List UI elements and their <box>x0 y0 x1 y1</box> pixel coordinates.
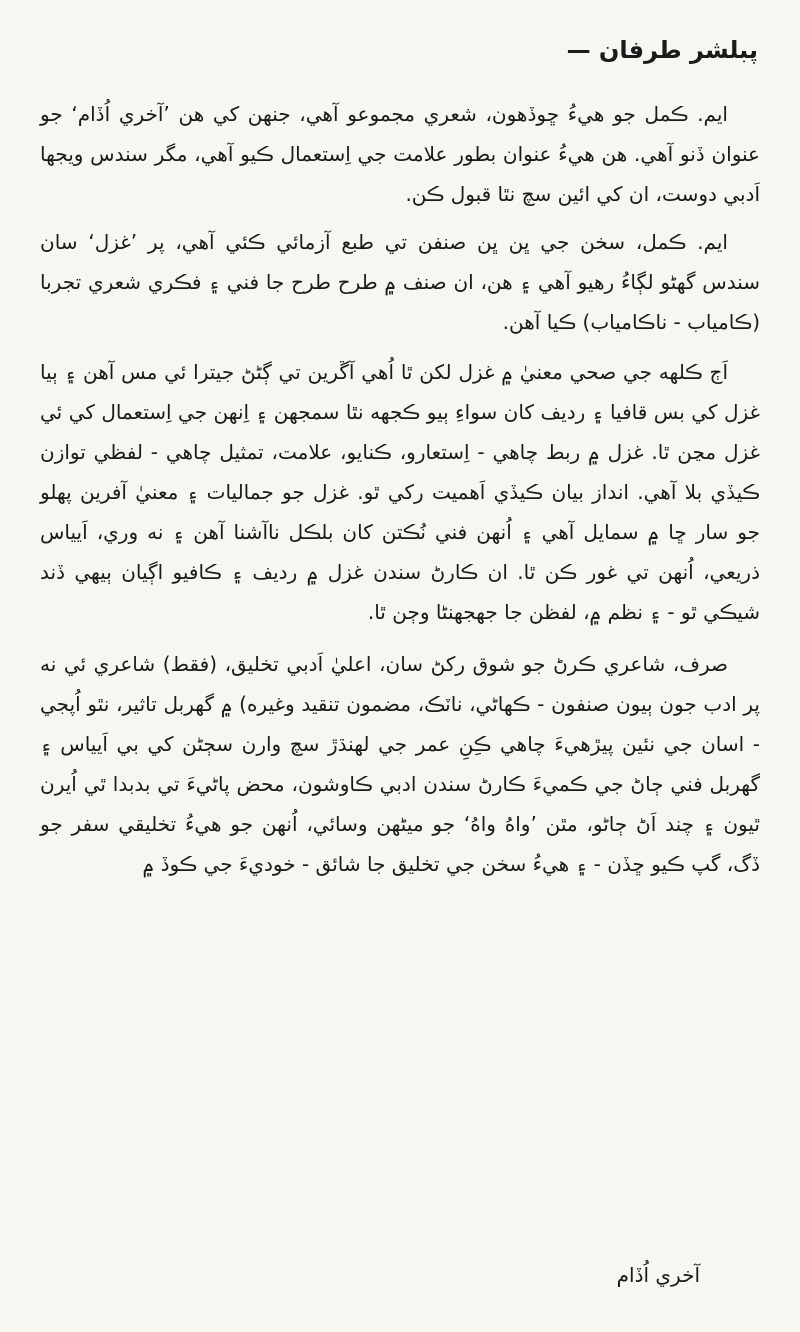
paragraph-3: اَڄ ڪلهه جي صحي معنيٰ ۾ غزل لکن ٿا اُهي آڱرين تي ڳڻڻ جيترا ئي مس آهن ۽ ٻيا غزل کي بس قافيا ۽ رديف کان سواءِ ٻيو ڪجهه نٿا سمجهن ۽ اِنهن جي اِستعمال کي ئي غزل مڃن ٿا. غزل ۾ ربط چاهي - اِستعارو، ڪنايو، علامت، تمثيل چاهي - لفظي توازن ڪيڏي بلا آهي. انداز بيان ڪيڏي اَهميت رکي ٿو. غزل جو جماليات ۽ معنيٰ آفرين پهلو جو سار ڇا ۾ سمايل آهي ۽ اُنهن فني نُڪتن کان بلڪل ناآشنا آهن ۽ نه وري، اَيياس ذريعي، اُنهن تي غور ڪن ٿا. ان ڪارڻ سندن غزل ۾ رديف ۽ ڪافيو اڳيان ٻيهي ڏند شيڪي ٿو - ۽ نظم ۾، لفظن جا جهجهنڻا وڄن ٿا. <box>40 360 760 624</box>
paragraph-2: ايم. ڪمل، سخن جي ڀن ڀن صنفن تي طبع آزمائي ڪئي آهي، پر ’غزل‘ سان سندس گهڻو لڳاءُ رهيو آهي ۽ هن، ان صنف ۾ طرح طرح جا فني ۽ فڪري شعري تجربا (ڪامياب - ناڪامياب) ڪيا آهن. <box>40 230 760 334</box>
paragraph-4: صرف، شاعري ڪرڻ جو شوق رکڻ سان، اعليٰ اَدبي تخليق، (فقط) شاعري ئي نه پر ادب جون ٻيون صنفون - ڪهاڻي، ناٽڪ، مضمون تنقيد وغيره) ۾ گهربل تاثير، نٿو اُپجي - اسان جي نئين پيڙهيءَ چاهي ڪِنِ عمر جي لهنڌڙ سچ وارن سڄڻن کي بي اَيياس ۽ گهربل فني ڄاڻ جي ڪميءَ ڪارڻ سندن ادبي ڪاوشون، محض پاڻيءَ تي بدبدا ٿي اُيرن ٿيون ۽ چند اَڻ ڄاڻو، مٿن ’واهُ واهُ‘ جو ميڻهن وسائي، اُنهن جو هيءُ تخليقي سفر جو ڏگ، گپ ڪيو ڇڏن - ۽ هيءُ سخن جي تخليق جا شائق - خوديءَ جي ڪوڏ ۾ <box>40 652 760 876</box>
section-heading: پبلشر طرفان — <box>566 36 758 64</box>
paragraph-1: ايم. ڪمل جو هيءُ ڇوڏهون، شعري مجموعو آهي، جنهن کي هن ’آخري اُڏام‘ جو عنوان ڏنو آهي. هن هيءُ عنوان بطور علامت جي اِستعمال ڪيو آهي، مگر سندس ويجها اَدبي دوست، ان کي ائين سچ نٿا قبول ڪن. <box>40 102 760 206</box>
running-footer-title: آخري اُڏام <box>616 1263 700 1287</box>
